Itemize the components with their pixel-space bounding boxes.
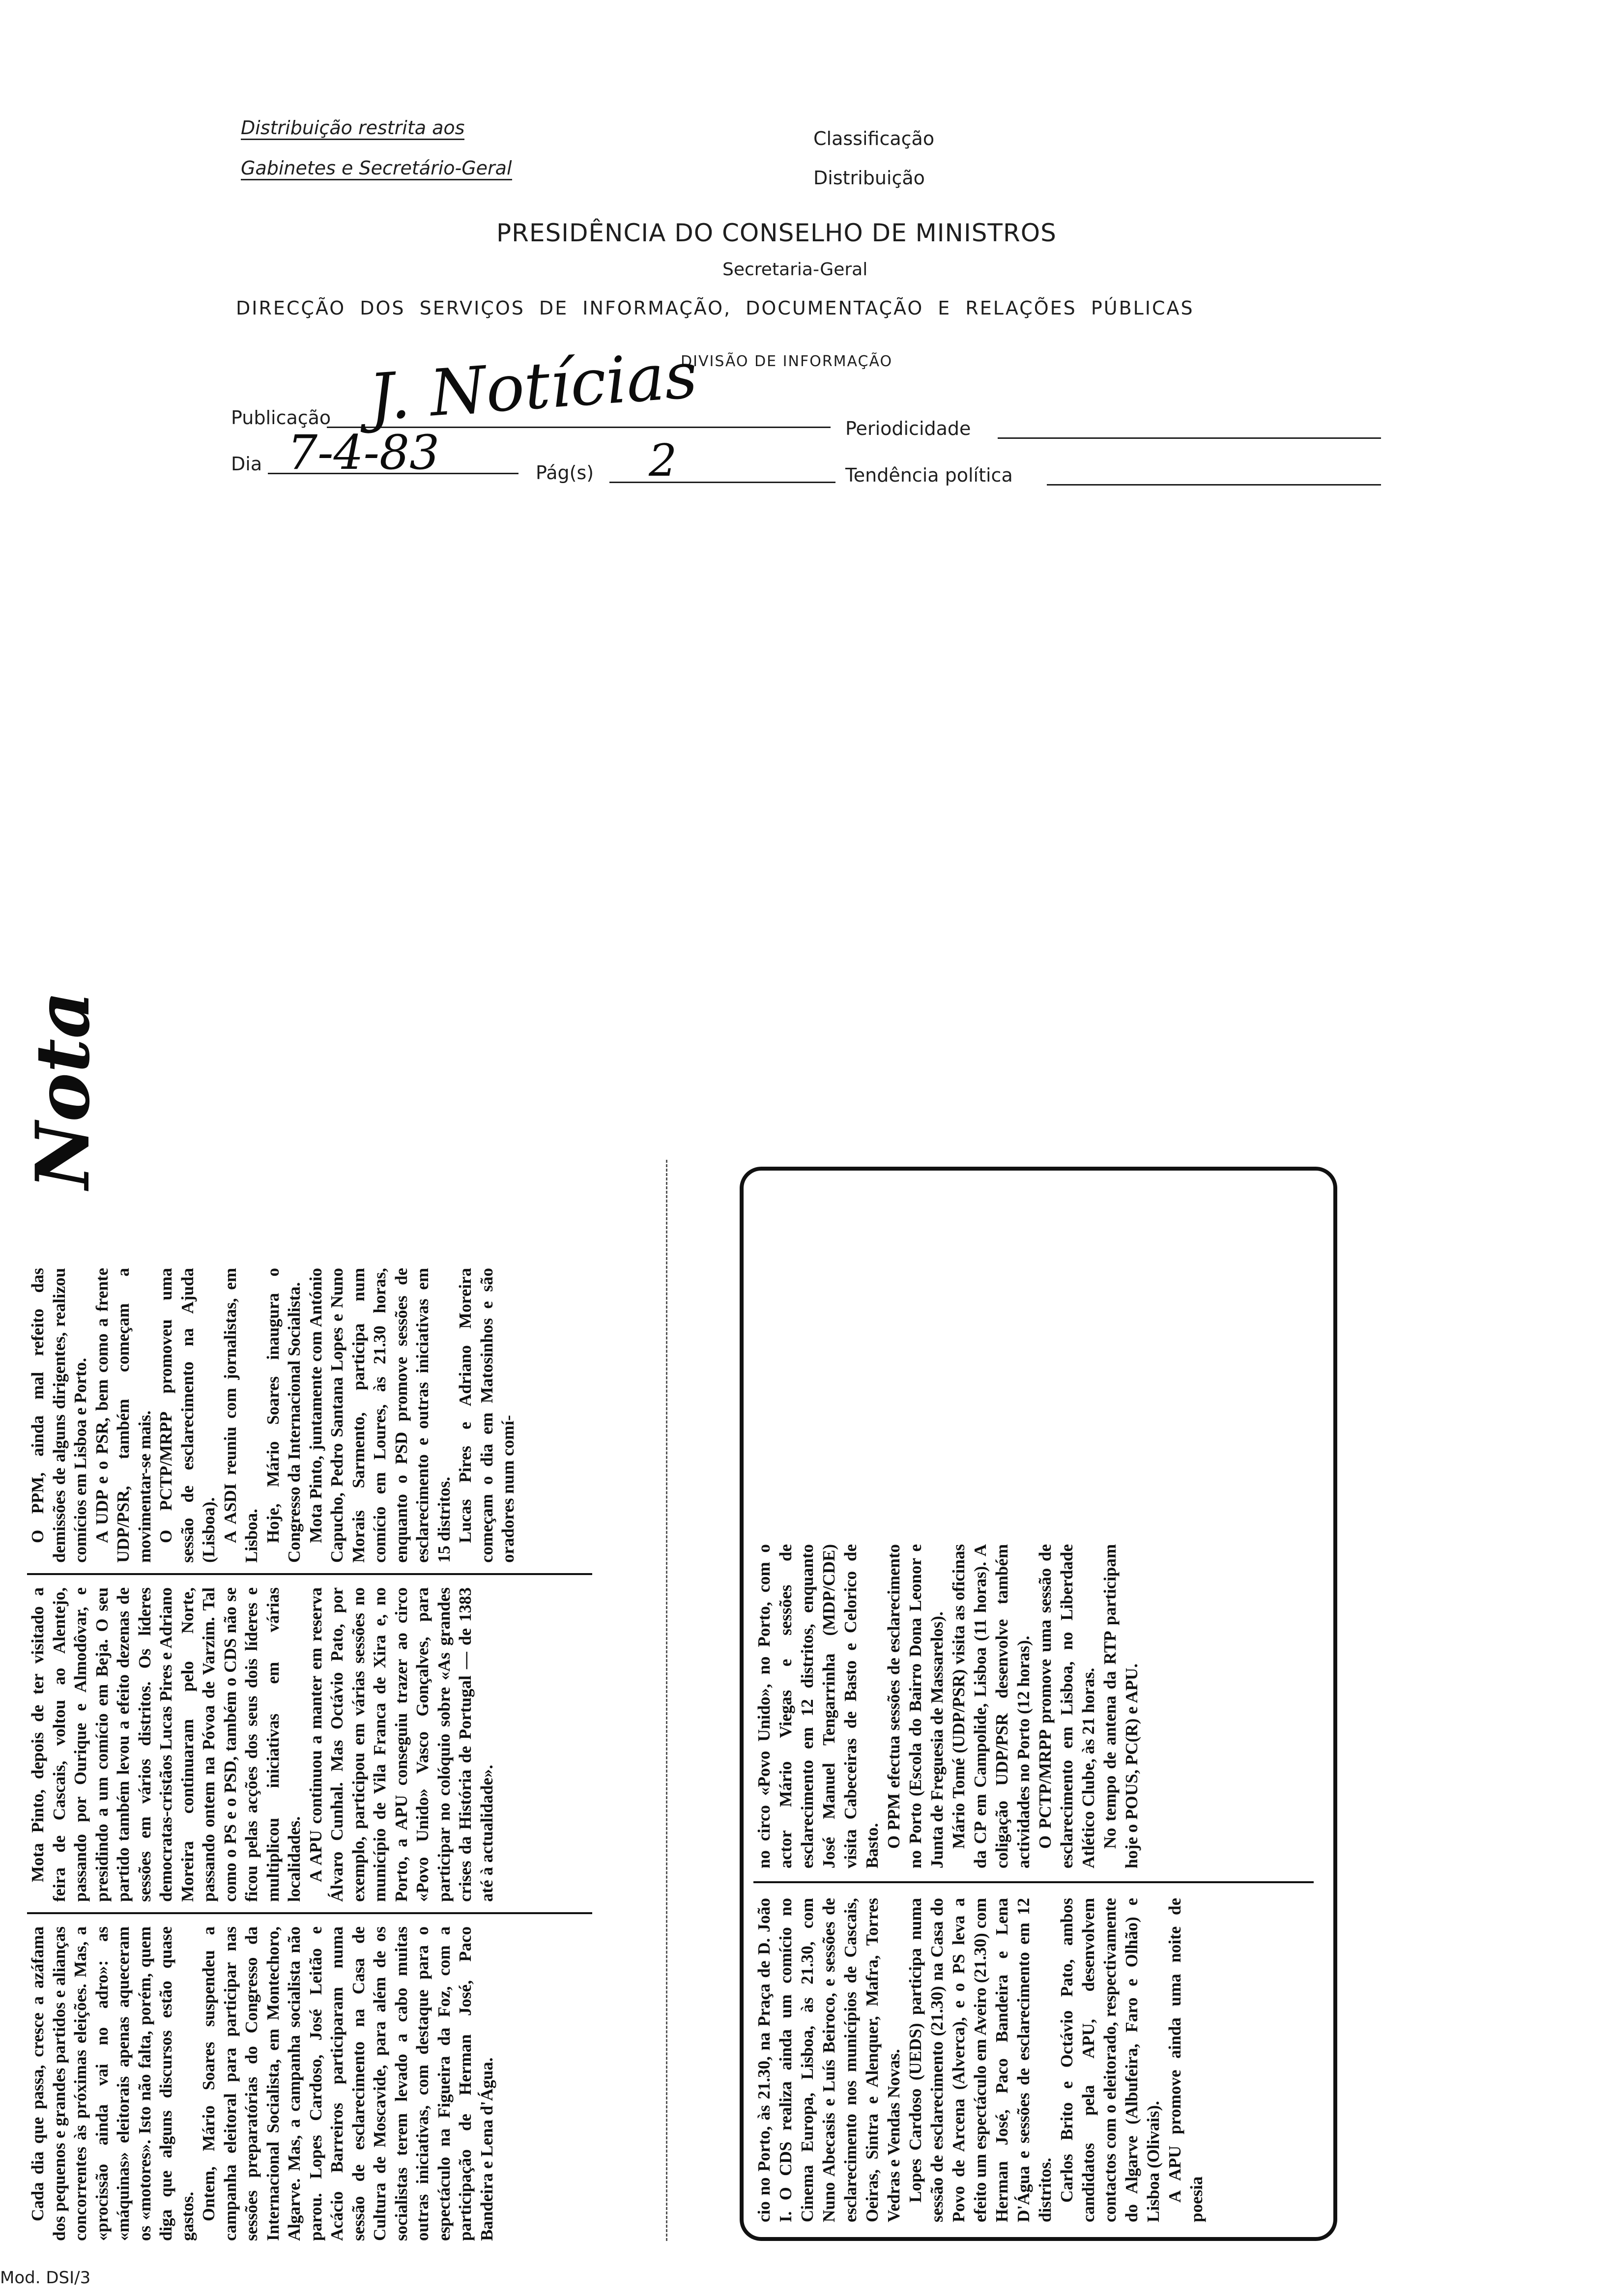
classificacao-label: Classificação	[813, 128, 935, 149]
dia-label: Dia	[231, 453, 262, 475]
article-paragraph: A APU continuou a manter em reserva Álvaro Cunhal. Mas Octávio Pato, por exemplo, participou em várias sessões no município de Vila Franca de Xira e, no Porto, a APU conseguiu trazer ao circo «Povo Unido» Vasco Gonçalves, para participar no colóquio sobre «As grandes crises da História de Portugal — de 1383 até à actualidade».	[306, 1587, 496, 1902]
periodicidade-line	[998, 437, 1381, 439]
tendencia-label: Tendência política	[845, 464, 1013, 486]
article-paragraph: Lucas Pires e Adriano Moreira começam o dia em Matosinhos e são oradores num comí-	[456, 1268, 518, 1563]
newspaper-clipping	[27, 511, 1383, 2241]
article-paragraph: Lopes Cardoso (UEDS) participa numa sessão de esclarecimento (21.30) na Casa do Povo de Arcena (Alverca), e o PS leva a efeito um espectáculo em Aveiro (21.30) com Herman José, Paco Bandeira e Lena D'Água e sessões de esclarecimento em 12 distritos.	[906, 1898, 1055, 2222]
article-column-3	[27, 1268, 519, 1563]
article-paragraph: cio no Porto, às 21.30, na Praça de D. João I. O CDS realiza ainda um comício no Cinema Europa, Lisboa, às 21.30, com Nuno Abecasis e Luís Beiroco, e sessões de esclarecimento nos municípios de Cascais, Oeiras, Sintra e Alenquer, Mafra, Torres Vedras e Vendas Novas.	[754, 1898, 903, 2222]
secretaria-geral: Secretaria-Geral	[722, 259, 868, 280]
distribuicao-label: Distribuição	[813, 167, 925, 189]
article-box	[740, 1167, 1337, 2241]
article-paragraph: Cada dia que passa, cresce a azáfama dos pequenos e grandes partidos e alianças concorrentes às próximas eleições. Mas, a «procissão ainda vai no adro»: as «máquinas» eleitorais apenas aqueceram os «motores». Isto não falta, porém, quem diga que alguns discursos estão quase gastos.	[28, 1926, 197, 2241]
article-paragraph: Hoje, Mário Soares inaugura o Congresso da Internacional Socialista.	[263, 1268, 304, 1563]
periodicidade-label: Periodicidade	[845, 418, 971, 439]
article-column-1	[27, 1926, 497, 2241]
article-paragraph: Mota Pinto, depois de ter visitado a feira de Cascais, voltou ao Alentejo, passando por Ourique e Almodôvar, e presidindo a um comício em Beja. O seu partido também levou a efeito dezenas de sessões em vários distritos. Os líderes democratas-cristãos Lucas Pires e Adriano Moreira continuaram pelo Norte, passando ontem na Póvoa de Varzim. Tal como o PS e o PSD, também o CDS não se ficou pelas acções dos seus dois líderes e multiplicou iniciativas em várias localidades.	[28, 1587, 304, 1902]
article-paragraph: No tempo de antena da RTP participam hoje o POUS, PC(R) e APU.	[1100, 1544, 1141, 1868]
article-paragraph: Mota Pinto, juntamente com António Capucho, Pedro Santana Lopes e Nuno Morais Sarmento, participa num comício em Loures, às 21.30 horas, enquanto o PSD promove sessões de esclarecimento e outras iniciativas em 15 distritos.	[306, 1268, 454, 1563]
pags-handwritten: 2	[649, 435, 677, 487]
article-paragraph: Ontem, Mário Soares suspendeu a campanha eleitoral para participar nas sessões preparatórias do Congresso da Internacional Socialista, em Montechoro, Algarve. Mas, a campanha socialista não parou. Lopes Cardoso, José Leitão e Acácio Barreiros participaram numa sessão de esclarecimento na Casa de Cultura de Moscavide, para além de os socialistas terem levado a cabo muitas outras iniciativas, com destaque para o espectáculo na Figueira da Foz, com a participação de Herman José, Paco Bandeira e Lena d'Água.	[199, 1926, 496, 2241]
publicacao-label: Publicação	[231, 407, 331, 429]
article-paragraph: O PCTP/MRPP promove uma sessão de esclarecimento em Lisboa, no Liberdade Atlético Clube, às 21 horas.	[1036, 1544, 1098, 1868]
article-main	[27, 1268, 592, 2241]
clipping-cut-line	[666, 1160, 667, 2241]
handwritten-margin-mark: Nota	[20, 991, 106, 1189]
article-column-2	[27, 1587, 497, 1902]
ministry-title: PRESIDÊNCIA DO CONSELHO DE MINISTROS	[496, 219, 1057, 247]
box-column-1	[753, 1898, 1208, 2222]
article-paragraph: O PPM efectua sessões de esclarecimento no Porto (Escola do Bairro Dona Leonor e Junta de Freguesia de Massarelos).	[884, 1544, 947, 1868]
article-paragraph: A APU promove ainda uma noite de poesia	[1165, 1898, 1206, 2222]
divisao-informacao: DIVISÃO DE INFORMAÇÃO	[681, 353, 893, 370]
tendencia-line	[1047, 484, 1381, 486]
distribution-restricted-line1: Distribuição restrita aos	[241, 117, 464, 140]
article-paragraph: A UDP e o PSR, bem como a frente UDP/PSR, também começam a movimentar-se mais.	[92, 1268, 154, 1563]
article-paragraph: O PPM, ainda mal refeito das demissões de alguns dirigentes, realizou comícios em Lisboa e Porto.	[28, 1268, 90, 1563]
direccao-servicos: DIRECÇÃO DOS SERVIÇOS DE INFORMAÇÃO, DOCUMENTAÇÃO E RELAÇÕES PÚBLICAS	[236, 297, 1194, 319]
article-paragraph: Carlos Brito e Octávio Pato, ambos candidatos pela APU, desenvolvem contactos com o eleitorado, respectivamente do Algarve (Albufeira, Faro e Olhão) e Lisboa (Olivais).	[1057, 1898, 1163, 2222]
column-rule	[753, 1881, 1314, 1883]
column-rule	[27, 1912, 592, 1914]
pags-line	[609, 482, 835, 483]
pags-label: Pág(s)	[536, 462, 594, 484]
article-paragraph: O PCTP/MRPP promoveu uma sessão de esclarecimento na Ajuda (Lisboa).	[156, 1268, 218, 1563]
box-column-2	[753, 1544, 1143, 1868]
dia-handwritten: 7-4-83	[288, 425, 440, 480]
column-rule	[27, 1573, 592, 1575]
form-code: Mod. DSI/3	[0, 2268, 91, 2288]
publicacao-handwritten: J. Notícias	[366, 337, 700, 435]
distribution-restricted-line2: Gabinetes e Secretário-Geral	[241, 157, 512, 180]
article-paragraph: A ASDI reuniu com jornalistas, em Lisboa.	[220, 1268, 261, 1563]
article-paragraph: no circo «Povo Unido», no Porto, com o actor Mário Viegas e sessões de esclarecimento em 12 distritos, enquanto José Manuel Tengarrinha (MDP/CDE) visita Cabeceiras de Basto e Celorico de Basto.	[754, 1544, 882, 1868]
article-paragraph: Mário Tomé (UDP/PSR) visita as oficinas da CP em Campolide, Lisboa (11 horas). A coligação UDP/PSR desenvolve também actividades no Porto (12 horas).	[949, 1544, 1033, 1868]
